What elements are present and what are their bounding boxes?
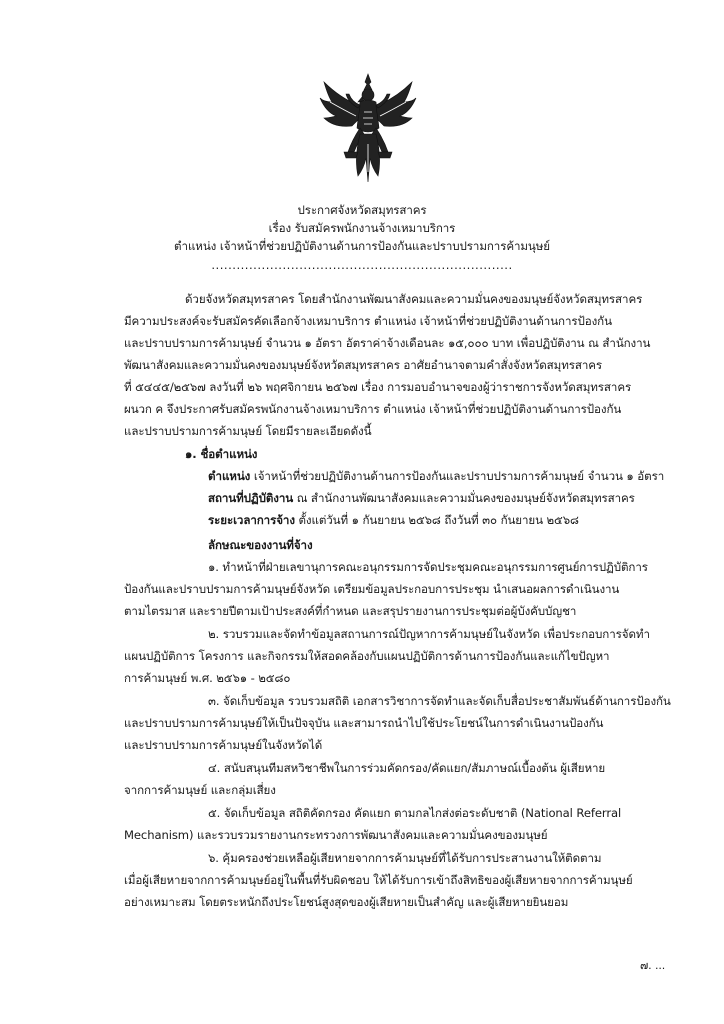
intro-line: ผนวก ค จึงประกาศรับสมัครพนักงานจ้างเหมาบริการ ตำแหน่ง เจ้าหน้าที่ช่วยปฏิบัติงานด้านการป้องกัน xyxy=(124,402,622,416)
intro-line: พัฒนาสังคมและความมั่นคงของมนุษย์จังหวัดสมุทรสาคร อาศัยอำนาจตามคำสั่งจังหวัดสมุทรสาคร xyxy=(124,358,603,372)
duty-line: ๔. สนับสนุนทีมสหวิชาชีพในการร่วมคัดกรอง/คัดแยก/สัมภาษณ์เบื้องต้น ผู้เสียหาย xyxy=(208,761,606,775)
place-value: ณ สำนักงานพัฒนาสังคมและความมั่นคงของมนุษย์จังหวัดสมุทรสาคร xyxy=(293,491,635,505)
intro-line: มีความประสงค์จะรับสมัครคัดเลือกจ้างเหมาบริการ ตำแหน่ง เจ้าหน้าที่ช่วยปฏิบัติงานด้านการป้องกัน xyxy=(124,314,612,328)
announcement-position: ตำแหน่ง เจ้าหน้าที่ช่วยปฏิบัติงานด้านการป้องกันและปราบปรามการค้ามนุษย์ xyxy=(174,239,550,253)
duty-line: แผนปฏิบัติการ โครงการ และกิจกรรมให้สอดคล้องกับแผนปฏิบัติการด้านการป้องกันและแก้ไขปัญหา xyxy=(124,649,610,663)
duty-line: ๓. จัดเก็บข้อมูล รวบรวมสถิติ เอกสารวิชาการจัดทำและจัดเก็บสื่อประชาสัมพันธ์ด้านการป้องกัน xyxy=(208,694,671,708)
intro-line: และปราบปรามการค้ามนุษย์ โดยมีรายละเอียดดังนี้ xyxy=(124,424,372,438)
duty-line: ป้องกันและปราบปรามการค้ามนุษย์จังหวัด เตรียมข้อมูลประกอบการประชุม นำเสนอผลการดำเนินงาน xyxy=(124,582,620,596)
separator-dots: ........................................................................ xyxy=(211,258,513,272)
duty-line: และปราบปรามการค้ามนุษย์ในจังหวัดได้ xyxy=(124,738,323,752)
section-heading: ๑. ชื่อตำแหน่ง xyxy=(185,447,258,461)
announcement-title: ประกาศจังหวัดสมุทรสาคร xyxy=(297,203,427,217)
intro-line: และปราบปรามการค้ามนุษย์ จำนวน ๑ อัตรา อัตราค่าจ้างเดือนละ ๑๕,๐๐๐ บาท เพื่อปฏิบัติงาน ณ สำนักงาน xyxy=(124,336,651,350)
intro-line: ด้วยจังหวัดสมุทรสาคร โดยสำนักงานพัฒนาสังคมและความมั่นคงของมนุษย์จังหวัดสมุทรสาคร xyxy=(185,292,643,306)
duty-line: และปราบปรามการค้ามนุษย์ให้เป็นปัจจุบัน และสามารถนำไปใช้ประโยชน์ในการดำเนินงานป้องกัน xyxy=(124,716,604,730)
announcement-subject: เรื่อง รับสมัครพนักงานจ้างเหมาบริการ xyxy=(268,221,456,235)
place-row xyxy=(208,491,635,506)
position-row xyxy=(208,469,664,484)
duty-line: อย่างเหมาะสม โดยตระหนักถึงประโยชน์สูงสุดของผู้เสียหายเป็นสำคัญ และผู้เสียหายยินยอม xyxy=(124,895,569,909)
period-row xyxy=(208,513,579,528)
intro-line: ที่ ๕๔๔๕/๒๕๖๗ ลงวันที่ ๒๖ พฤศจิกายน ๒๕๖๗ เรื่อง การมอบอำนาจของผู้ว่าราชการจังหวัดสมุทรสาคร xyxy=(124,380,632,394)
page-continuation: ๗. ... xyxy=(640,959,666,972)
duty-line: ๒. รวบรวมและจัดทำข้อมูลสถานการณ์ปัญหาการค้ามนุษย์ในจังหวัด เพื่อประกอบการจัดทำ xyxy=(208,627,650,641)
duty-line: ๖. คุ้มครองช่วยเหลือผู้เสียหายจากการค้ามนุษย์ที่ได้รับการประสานงานให้ติดตาม xyxy=(208,851,602,865)
duty-line: ๕. จัดเก็บข้อมูล สถิติคัดกรอง คัดแยก ตามกลไกส่งต่อระดับชาติ (National Referral xyxy=(208,806,622,820)
place-label: สถานที่ปฏิบัติงาน xyxy=(208,491,294,505)
position-value: เจ้าหน้าที่ช่วยปฏิบัติงานด้านการป้องกันและปราบปรามการค้ามนุษย์ จำนวน ๑ อัตรา xyxy=(250,469,665,483)
period-label: ระยะเวลาการจ้าง xyxy=(208,513,295,527)
position-label: ตำแหน่ง xyxy=(208,469,251,483)
duty-line: การค้ามนุษย์ พ.ศ. ๒๕๖๑ - ๒๕๘๐ xyxy=(124,671,291,685)
duty-line: ตามไตรมาส และรายปีตามเป้าประสงค์ที่กำหนด และสรุปรายงานการประชุมต่อผู้บังคับบัญชา xyxy=(124,604,577,618)
duty-line: ๑. ทำหน้าที่ฝ่ายเลขานุการคณะอนุกรรมการจัดประชุมคณะอนุกรรมการศูนย์การปฏิบัติการ xyxy=(208,560,648,574)
duty-line: จากการค้ามนุษย์ และกลุ่มเสี่ยง xyxy=(124,783,276,797)
garuda-emblem-icon xyxy=(318,72,418,184)
period-value: ตั้งแต่วันที่ ๑ กันยายน ๒๕๖๘ ถึงวันที่ ๓๐ กันยายน ๒๕๖๘ xyxy=(294,513,579,527)
duties-heading: ลักษณะของงานที่จ้าง xyxy=(208,538,313,552)
duty-line: Mechanism) และรวบรวมรายงานกระทรวงการพัฒนาสังคมและความมั่นคงของมนุษย์ xyxy=(124,828,548,842)
duty-line: เมื่อผู้เสียหายจากการค้ามนุษย์อยู่ในพื้นที่รับผิดชอบ ให้ได้รับการเข้าถึงสิทธิของผู้เสียหายจากการค้ามนุษย์ xyxy=(124,873,633,887)
